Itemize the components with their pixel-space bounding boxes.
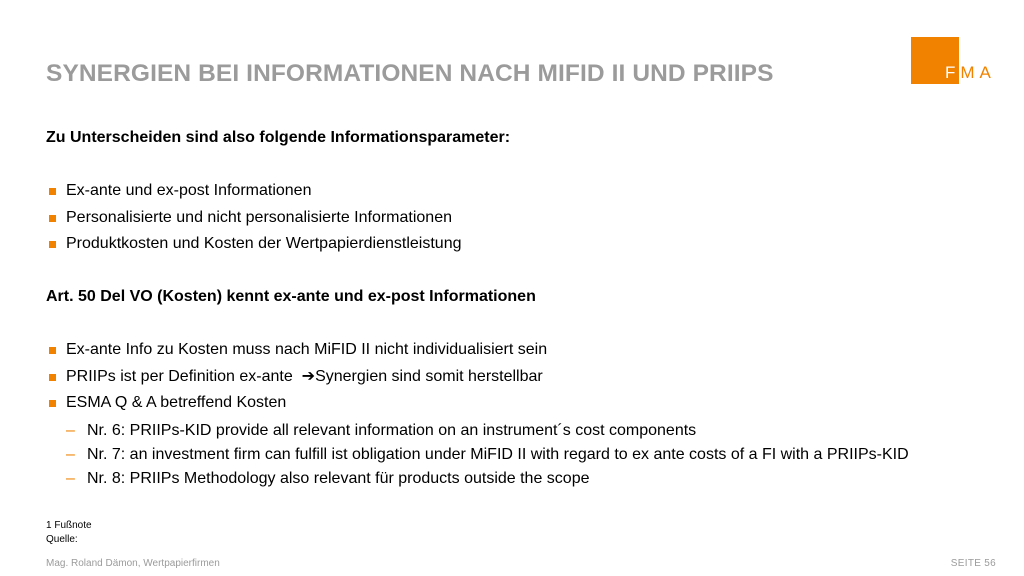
- footer-author: Mag. Roland Dämon, Wertpapierfirmen: [46, 558, 220, 569]
- bullet-square-icon: [49, 374, 56, 381]
- logo-text: [945, 63, 996, 83]
- fma-logo: [911, 37, 1011, 85]
- footnotes: [46, 519, 92, 547]
- slide-content: [46, 125, 976, 491]
- list-item-text: Personalisierte und nicht personalisierte Informationen: [66, 208, 452, 226]
- section1-heading: Zu Unterscheiden sind also folgende Informationsparameter:: [46, 129, 511, 146]
- bullet-square-icon: [49, 400, 56, 407]
- dash-bullet-icon: –: [66, 445, 75, 463]
- bullet-square-icon: [49, 188, 56, 195]
- list-item: [46, 178, 976, 205]
- logo-letters-ma: MA: [960, 63, 996, 82]
- bullet-square-icon: [49, 241, 56, 248]
- sub-list-item: [46, 444, 976, 465]
- section2-heading: Art. 50 Del VO (Kosten) kennt ex-ante und ex-post Informationen: [46, 288, 536, 305]
- list-item-text: ESMA Q & A betreffend Kosten: [66, 394, 287, 411]
- sub-list-item-text: Nr. 7: an investment firm can fulfill ist obligation under MiFID II with regard to ex ante costs of a FI with a PRIIPs-KID: [87, 445, 909, 463]
- list-item-text: PRIIPs ist per Definition ex-ante: [66, 367, 293, 385]
- list-item: [46, 337, 976, 364]
- list-item: [46, 231, 976, 258]
- list-item: [46, 390, 976, 417]
- dash-bullet-icon: –: [66, 469, 75, 487]
- footer-page-number: SEITE 56: [950, 558, 996, 569]
- section1-list: [46, 178, 976, 258]
- list-item-text: Ex-ante und ex-post Informationen: [66, 182, 312, 199]
- section2-list: [46, 337, 976, 489]
- list-item-text: Ex-ante Info zu Kosten muss nach MiFID II nicht individualisiert sein: [66, 341, 548, 358]
- source-line: Quelle:: [46, 534, 78, 545]
- bullet-square-icon: [49, 347, 56, 354]
- list-item-text: Produktkosten und Kosten der Wertpapierdienstleistung: [66, 235, 462, 252]
- sub-list-item: [46, 420, 976, 441]
- arrow-right-icon: ➔: [301, 367, 316, 385]
- slide-title: SYNERGIEN BEI INFORMATIONEN NACH MIFID II UND PRIIPS: [46, 60, 774, 87]
- logo-letter-f: F: [945, 63, 961, 82]
- sub-list-item-text: Nr. 6: PRIIPs-KID provide all relevant information on an instrument´s cost components: [87, 421, 697, 439]
- list-item: [46, 364, 976, 391]
- list-item-text-continued: Synergien sind somit herstellbar: [315, 367, 543, 385]
- footnote-line: 1 Fußnote: [46, 520, 92, 531]
- list-item: [46, 205, 976, 232]
- dash-bullet-icon: –: [66, 421, 75, 439]
- bullet-square-icon: [49, 215, 56, 222]
- sub-list-item: [46, 468, 976, 489]
- sub-list-item-text: Nr. 8: PRIIPs Methodology also relevant für products outside the scope: [87, 469, 590, 487]
